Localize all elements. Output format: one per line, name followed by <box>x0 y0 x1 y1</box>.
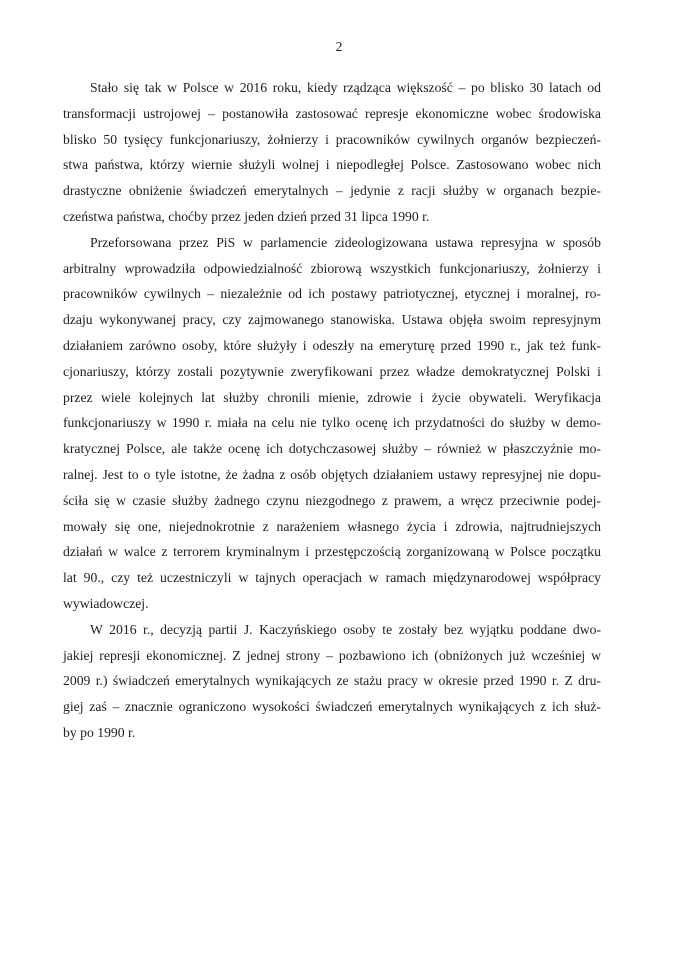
page-number: 2 <box>335 39 343 54</box>
text-line: Przeforsowana przez PiS w parlamencie zideologizowana ustawa represyjna w sposób <box>90 234 601 250</box>
paragraph-2 <box>63 230 601 617</box>
text-line: transformacji ustrojowej – postanowiła zastosować represje ekonomiczne wobec środowiska <box>63 105 601 121</box>
text-line: W 2016 r., decyzją partii J. Kaczyńskiego osoby te zostały bez wyjątku poddane dwo- <box>90 621 601 637</box>
text-line: giej zaś – znacznie ograniczono wysokości świadczeń emerytalnych wynikających z ich służ- <box>63 699 601 715</box>
paragraph-1 <box>63 75 601 230</box>
text-line: cjonariuszy, którzy zostali pozytywnie zweryfikowani przez władze demokratycznej Polski i <box>63 363 601 379</box>
text-line: arbitralny wprowadziła odpowiedzialność zbiorową wszystkich funkcjonariuszy, żołnierzy i <box>63 260 601 276</box>
text-line: działań w walce z terrorem kryminalnym i przestępczością zorganizowaną w Polsce początku <box>63 544 601 560</box>
text-line: 2009 r.) świadczeń emerytalnych wynikających ze stażu pracy w okresie przed 1990 r. Z dru- <box>63 673 601 689</box>
text-line: przez wiele kolejnych lat służby chronili mienie, zdrowie i życie obywateli. Weryfikacja <box>63 389 601 405</box>
text-line: by po 1990 r. <box>63 724 136 740</box>
text-line: pracowników cywilnych – niezależnie od ich postawy patriotycznej, etycznej i moralnej, ro- <box>63 286 601 302</box>
text-line: blisko 50 tysięcy funkcjonariuszy, żołnierzy i pracowników cywilnych organów bezpieczeń- <box>63 131 601 147</box>
document-body <box>63 75 601 746</box>
text-line: drastyczne obniżenie świadczeń emerytalnych – jedynie z racji służby w organach bezpie- <box>63 183 601 199</box>
text-line: Stało się tak w Polsce w 2016 roku, kiedy rządząca większość – po blisko 30 latach od <box>90 80 601 95</box>
text-line: funkcjonariuszy w 1990 r. miała na celu nie tylko ocenę ich przydatności do służby w demo- <box>63 415 601 431</box>
text-line: jakiej represji ekonomicznej. Z jednej strony – pozbawiono ich (obniżonych już wcześniej w <box>63 647 601 663</box>
text-line: kratycznej Polsce, ale także ocenę ich dotychczasowej służby – również w płaszczyźnie mo- <box>63 441 601 457</box>
text-line: mowały się one, niejednokrotnie z narażeniem własnego życia i zdrowia, najtrudniejszych <box>63 518 601 534</box>
text-line: wywiadowczej. <box>63 595 149 611</box>
text-line: czeństwa państwa, choćby przez jeden dzień przed 31 lipca 1990 r. <box>63 208 430 224</box>
paragraph-3 <box>63 617 601 746</box>
text-line: działaniem zarówno osoby, które służyły i odeszły na emeryturę przed 1990 r., jak też funk- <box>63 337 601 353</box>
text-line: ralnej. Jest to o tyle istotne, że żadna z osób objętych działaniem ustawy represyjnej nie dopu- <box>63 466 601 482</box>
text-line: stwa państwa, którzy wiernie służyli wolnej i niepodległej Polsce. Zastosowano wobec nich <box>63 157 601 173</box>
text-line: ściła się w czasie służby żadnego czynu niezgodnego z prawem, a wręcz przeciwnie podej- <box>63 492 601 508</box>
text-line: dzaju wykonywanej pracy, czy zajmowanego stanowiska. Ustawa objęła swoim represyjnym <box>63 312 601 328</box>
text-line: lat 90., czy też uczestniczyli w tajnych operacjach w ramach międzynarodowej współpracy <box>63 570 601 586</box>
